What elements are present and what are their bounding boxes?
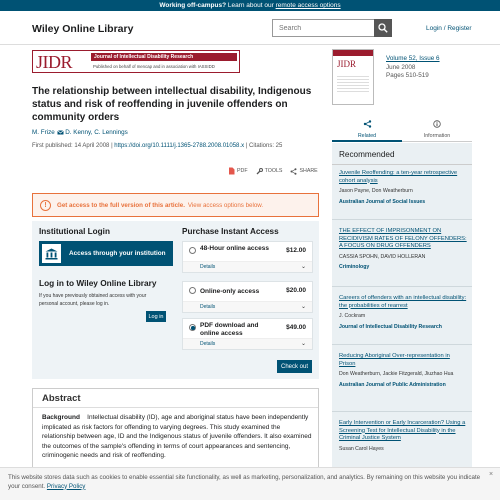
citation-count: Citations: 25 — [248, 143, 283, 149]
wrench-icon — [256, 168, 263, 175]
divider — [332, 164, 472, 165]
institution-access-label: Access through your institution — [69, 249, 166, 257]
cookie-banner — [0, 467, 500, 500]
author-link[interactable]: M. Frize — [32, 129, 55, 136]
abstract-background-label: Background — [42, 414, 80, 421]
issue-pages: Pages 510-519 — [386, 72, 429, 79]
option-details-label: Details — [200, 341, 216, 347]
first-published-label: First published: — [32, 143, 73, 149]
journal-banner[interactable] — [32, 50, 240, 73]
pdf-label: PDF — [237, 168, 248, 174]
radio-pdf-selected[interactable] — [189, 324, 196, 331]
search-input[interactable] — [272, 19, 374, 37]
close-icon[interactable]: × — [489, 471, 494, 478]
recommended-authors: CASSIA SPOHN, DAVID HOLLERAN — [339, 253, 426, 260]
search-icon — [378, 23, 388, 33]
tab-related[interactable] — [332, 120, 402, 139]
abstract-background-text: Intellectual disability (ID), age and aboriginal status have been independently implicated as risk factors for offending to varying degrees. This study examined the relationship between age, ID and the Indigenous status of juvenile offenders. It also examined the outcomes of the sample's offending in terms of court appearances and sentencing, criminogenic needs and risk of reoffending. — [42, 414, 312, 459]
divider — [332, 344, 472, 345]
first-published-date: 14 April 2008 — [74, 143, 110, 149]
recommended-item — [339, 353, 467, 388]
option-price: $20.00 — [286, 287, 306, 294]
recommended-journal[interactable]: Australian Journal of Social Issues — [339, 198, 426, 205]
doi-link[interactable]: https://doi.org/10.1111/j.1365-2788.2008.01058.x — [114, 143, 245, 149]
option-label: 48-Hour online access — [200, 245, 269, 252]
divider — [33, 407, 318, 408]
pdf-button[interactable] — [228, 167, 248, 175]
recommended-item — [339, 295, 467, 330]
recommended-journal[interactable]: Australian Journal of Public Administration — [339, 381, 446, 388]
remote-access-lead: Working off-campus? — [159, 2, 227, 9]
tools-label: TOOLS — [264, 168, 283, 174]
checkout-button[interactable]: Check out — [277, 360, 312, 373]
recommended-title-link[interactable]: THE EFFECT OF IMPRISONMENT ON RECIDIVISM RATES OF FELONY OFFENDERS: A FOCUS ON DRUG OFFENDERS — [339, 228, 467, 249]
journal-cover[interactable] — [332, 49, 374, 105]
option-price: $12.00 — [286, 247, 306, 254]
option-details-toggle[interactable] — [183, 301, 312, 312]
author-link[interactable]: C. Lennings — [94, 129, 128, 136]
site-header — [0, 11, 500, 45]
issue-info — [386, 55, 440, 81]
chevron-down-icon: ⌄ — [300, 264, 306, 270]
author-list: M. Frize D. Kenny, C. Lennings — [32, 129, 128, 136]
search-button[interactable] — [374, 19, 392, 37]
radio-48-hour[interactable] — [189, 247, 196, 254]
cover-bar — [333, 50, 373, 56]
option-details-toggle[interactable] — [183, 338, 312, 349]
share-label: SHARE — [299, 168, 318, 174]
divider — [332, 411, 472, 412]
recommended-title-link[interactable]: Reducing Aboriginal Over-representation in Prison — [339, 353, 450, 367]
cover-lines — [337, 74, 369, 94]
pdf-icon — [228, 167, 235, 175]
remote-access-text: Learn about our — [227, 2, 274, 9]
publication-meta: First published: 14 April 2008 | https://doi.org/10.1111/j.1365-2788.2008.01058.x | Citations: 25 — [32, 143, 283, 149]
login-heading: Log in to Wiley Online Library — [39, 278, 157, 288]
issue-date: June 2008 — [386, 63, 416, 71]
share-icon — [290, 168, 297, 175]
privacy-policy-link[interactable]: Privacy Policy — [46, 482, 86, 490]
access-panel — [32, 221, 319, 379]
recommended-title-link[interactable]: Early Intervention or Early Incarceration? Using a Screening Test for Intellectual Disability in the Criminal Justice System — [339, 420, 466, 441]
active-tab-indicator — [332, 140, 402, 142]
recommended-journal[interactable]: Criminology — [339, 264, 370, 270]
recommended-authors: Susan Carol Hayes — [339, 445, 384, 452]
access-banner-text: Get access to the full version of this article. — [57, 201, 185, 209]
info-icon: ! — [40, 200, 51, 211]
recommended-item — [339, 420, 467, 452]
sidebar-tabs — [332, 114, 472, 142]
recommended-item — [339, 228, 467, 270]
option-label: PDF download and online access — [200, 322, 259, 337]
recommended-item — [339, 170, 467, 205]
radio-online-only[interactable] — [189, 287, 196, 294]
recommended-heading: Recommended — [339, 150, 395, 159]
option-price: $49.00 — [286, 324, 306, 331]
purchase-option-48-hour[interactable] — [182, 241, 313, 273]
option-details-label: Details — [200, 304, 216, 310]
chevron-down-icon: ⌄ — [300, 341, 306, 347]
cover-logo: JIDR — [337, 59, 357, 69]
purchase-option-online-only[interactable] — [182, 281, 313, 313]
login-description: If you have previously obtained access with your personal account, please log in. — [39, 293, 147, 307]
divider — [332, 286, 472, 287]
related-icon — [332, 120, 402, 130]
journal-name: Journal of Intellectual Disability Research — [91, 53, 237, 61]
recommended-authors: Jason Payne, Don Weatherburn — [339, 188, 413, 194]
cookie-message — [8, 474, 483, 491]
journal-logo: JIDR — [36, 52, 73, 72]
option-details-toggle[interactable] — [183, 261, 312, 272]
recommended-authors: Don Weatherburn, Jackie Fitzgerald, Jiuzhao Hua — [339, 371, 454, 377]
remote-access-link[interactable]: remote access options — [275, 2, 341, 9]
access-options-link[interactable]: View access options below. — [187, 201, 264, 209]
recommended-title-link[interactable]: Careers of offenders with an intellectual disability: the probabilities of rearrest — [339, 295, 467, 309]
login-button[interactable]: Log in — [146, 311, 166, 322]
institutional-login-heading: Institutional Login — [39, 227, 110, 236]
tools-button[interactable] — [256, 167, 283, 175]
article-tools — [228, 167, 318, 175]
abstract-heading: Abstract — [42, 393, 81, 404]
tab-information-label: Information — [423, 133, 451, 139]
issue-link[interactable]: Volume 52, Issue 6 — [386, 55, 440, 62]
share-button[interactable] — [290, 167, 317, 175]
article-title: The relationship between intellectual disability, Indigenous status and risk of reoffending in juvenile offenders on community orders — [32, 86, 312, 123]
institution-access-button[interactable] — [39, 241, 173, 266]
author-link[interactable]: D. Kenny — [65, 129, 91, 136]
cookie-text: This website stores data such as cookies to enable essential site functionality, as well as marketing, personalization, and analytics. By remaining on this website you indicate your consent. — [8, 474, 481, 490]
access-banner — [32, 193, 319, 217]
purchase-option-pdf[interactable] — [182, 318, 313, 350]
abstract-body — [42, 413, 314, 461]
remote-access-bar — [0, 0, 500, 11]
option-label: Online-only access — [200, 287, 260, 295]
recommended-journal[interactable]: Journal of Intellectual Disability Research — [339, 323, 442, 330]
login-register-link[interactable]: Login / Register — [426, 25, 472, 32]
recommended-title-link[interactable]: Juvenile Reoffending: a ten-year retrospective cohort analysis — [339, 170, 458, 184]
institution-icon — [42, 244, 61, 263]
information-icon — [402, 120, 472, 130]
purchase-heading: Purchase Instant Access — [182, 227, 279, 236]
site-logo[interactable]: Wiley Online Library — [32, 23, 134, 35]
recommended-panel — [332, 143, 472, 500]
tab-information[interactable] — [402, 120, 472, 139]
recommended-authors: J. Cockram — [339, 313, 366, 319]
divider — [332, 219, 472, 220]
journal-publisher-note: Published on behalf of mencap and in association with IASSIDD — [93, 64, 215, 69]
chevron-down-icon: ⌄ — [300, 304, 306, 310]
email-icon[interactable] — [57, 130, 64, 135]
option-details-label: Details — [200, 264, 216, 270]
tab-related-label: Related — [357, 133, 377, 139]
